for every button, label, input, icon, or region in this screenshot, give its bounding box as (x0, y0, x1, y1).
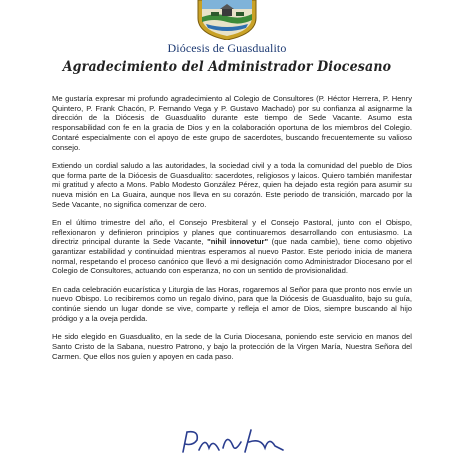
letter-title: Agradecimiento del Administrador Diocesano (62, 59, 392, 75)
signature-icon (175, 428, 295, 454)
letter-body (52, 94, 412, 370)
paragraph: Me gustaría expresar mi profundo agradecimiento al Colegio de Consultores (P. Héctor Herrera, P. Henry Quintero, P. Frank Chacón, P. Fernando Vega y P. Gustavo Machado) por su confianza al asignarme la dirección de la Diócesis de Guasdualito durante este tiempo de Sede Vacante. Asumo esta responsabilidad con fe en la gracia de Dios y en la colaboración oportuna de los miembros del Colegio. Contaré especialmente con el apoyo de este grupo de sacerdotes, buscando frecuentemente su valioso consejo. (52, 94, 412, 152)
paragraph: En el último trimestre del año, el Consejo Presbiteral y el Consejo Pastoral, junto con el Obispo, reflexionaron y definieron principios y planes que continuaremos desarrollando con entusiasmo. La directriz principal durante la Sede Vacante, "nihil innovetur" (que nada cambie), tiene como objetivo garantizar estabilidad y continuidad mientras esperamos al nuevo Pastor. Este periodo inicia de manera normal, respetando el proceso canónico que llevó a mi designación como Administrador Diocesano por el Colegio de Consultores, actuando con esperanza, no con un sentido de provisionalidad. (52, 217, 412, 276)
latin-phrase: "nihil innovetur" (207, 237, 269, 247)
paragraph: En cada celebración eucarística y Liturgia de las Horas, rogaremos al Señor para que pronto nos envíe un nuevo Obispo. Lo recibiremos como un regalo divino, para que la Diócesis de Guasdualito, bajo su guía, continúe siendo un lugar donde se vive, comparte y refleja el amor de Dios, siempre buscando al hijo pródigo y a la oveja perdida. (52, 284, 412, 323)
diocese-name: Diócesis de Guasdualito (167, 41, 287, 55)
paragraph: Extiendo un cordial saludo a las autoridades, la sociedad civil y a toda la comunidad del pueblo de Dios que forma parte de la Diócesis de Guasdualito: sacerdotes, religiosos y laicos. Quiero también manifestar mi gratitud y afecto a Mons. Pablo Modesto González Pérez, quien ha dejado esta región para asumir su nueva misión en La Guaira, aunque nos lleva en su corazón. Este periodo de transición, marcado por la Sede Vacante, no significa comenzar de cero. (52, 160, 412, 209)
diocese-crest-icon (196, 0, 258, 40)
paragraph: He sido elegido en Guasdualito, en la sede de la Curia Diocesana, poniendo este servicio en manos del Santo Cristo de la Sabana, nuestro Patrono, y bajo la protección de la Virgen María, Nuestra Señora del Carmen. Que ellos nos guíen y apoyen en cada paso. (52, 332, 412, 361)
